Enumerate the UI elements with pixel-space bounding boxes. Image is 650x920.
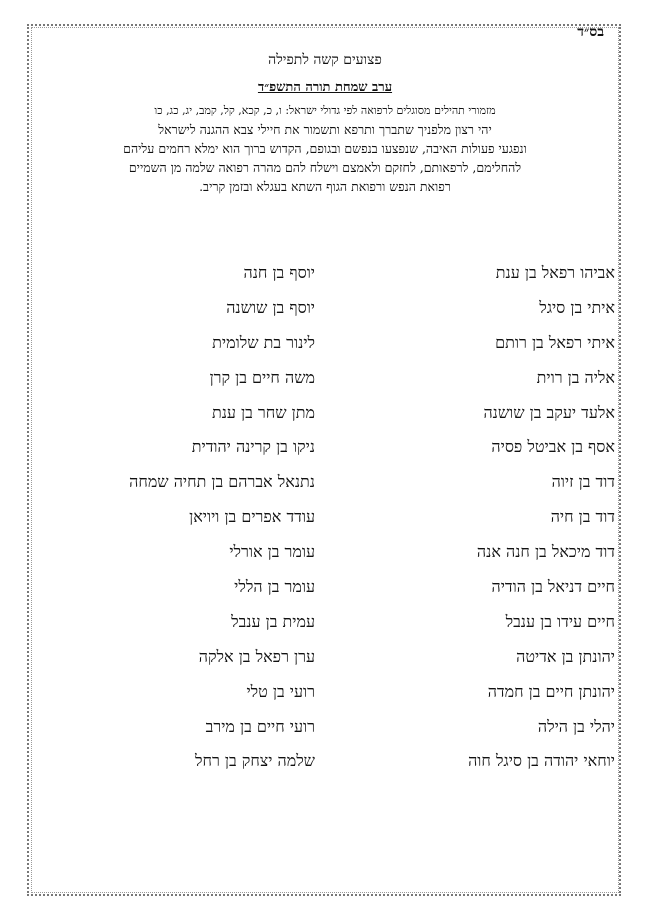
name-entry: יוסף בן שושנה [226, 297, 315, 317]
name-entry: לינור בת שלומית [212, 332, 315, 352]
name-entry: יוסף בן חנה [243, 263, 315, 282]
name-entry: אלעד יעקב בן שושנה [483, 402, 615, 422]
intro-line: להחלימם, לרפאותם, לחזקם ולאמצם וישלח להם מהרה רפואה שלמה מן השמיים [128, 160, 522, 175]
name-entry: יהונתן חיים בן חמדה [487, 681, 615, 701]
names-column-right [355, 262, 615, 785]
name-entry: דוד בן חיה [550, 507, 615, 527]
name-entry: רועי בן טלי [246, 681, 315, 701]
name-entry: שלמה יצחק בן רחל [195, 751, 315, 771]
name-entry: חיים דניאל בן הודיה [491, 577, 615, 597]
name-entry: חיים עידו בן ענבל [505, 611, 615, 631]
name-entry: דוד בן זיוה [551, 472, 615, 492]
intro-line: מזמורי תהילים מסוגלים לרפואה לפי גדולי ישראל: ו, כ, קכא, קל, קמב, יג, כג, כו [154, 104, 496, 117]
name-entry: רועי חיים בן מירב [205, 716, 315, 736]
name-entry: ערן רפאל בן אלקה [198, 646, 315, 666]
intro-line: ונפגעי פעולות האיבה, שנפצעו בנפשם ובגופם, הקדוש ברוך הוא ימלא רחמים עליהם [123, 141, 527, 156]
name-entry: איתי בן סיגל [539, 297, 615, 317]
name-entry: עודד אפרים בן ויויאן [189, 507, 315, 527]
name-entry: עומר בן הללי [234, 577, 315, 597]
page-title: פצועים קשה לתפילה [268, 52, 382, 68]
name-entry: יוחאי יהודה בן סיגל חוה [468, 751, 615, 771]
page-subtitle: ערב שמחת תורה התשפ״ד [257, 80, 393, 95]
intro-prayer [60, 101, 590, 196]
intro-line: יהי רצון מלפניך שתברך ותרפא ותשמור את חיילי צבא ההגנה לישראל [158, 122, 492, 137]
name-entry: נתנאל אברהם בן תחיה שמחה [129, 472, 315, 492]
name-entry: יהונתן בן אדיטה [516, 646, 615, 666]
name-entry: דוד מיכאל בן חנה אנה [476, 542, 615, 562]
name-entry: מתן שחר בן ענת [211, 402, 315, 422]
name-entry: יהלי בן הילה [537, 716, 615, 736]
corner-mark: בס״ד [577, 24, 604, 40]
names-column-left [45, 262, 315, 785]
name-entry: איתי רפאל בן רותם [495, 332, 615, 352]
name-entry: אסף בן אביטל פסיה [491, 437, 615, 457]
name-entry: עמית בן ענבל [231, 611, 315, 631]
name-entry: משה חיים בן קרן [209, 367, 315, 387]
name-entry: עומר בן אורלי [229, 542, 315, 562]
name-entry: אביהו רפאל בן ענת [495, 263, 615, 282]
name-entry: אליה בן רוית [536, 367, 615, 387]
name-entry: ניקו בן קרינה יהודית [191, 437, 315, 457]
intro-line: רפואת הנפש ורפואת הגוף השתא בעגלא ובזמן קריב. [199, 179, 451, 194]
